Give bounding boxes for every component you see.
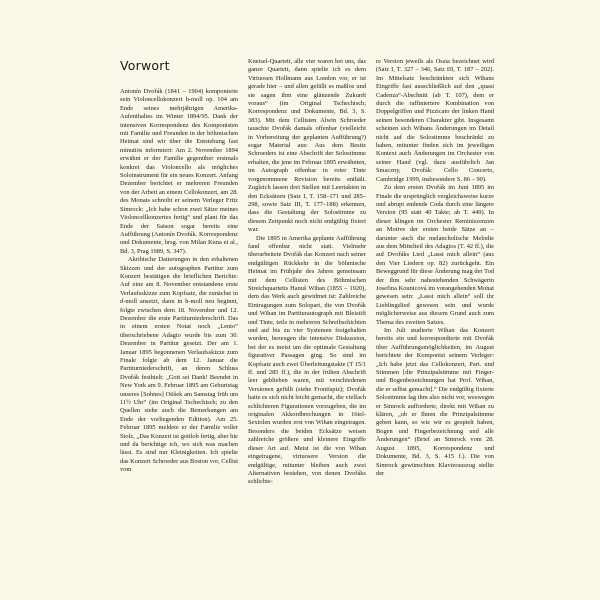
paragraph: Kneisel-Quartett, alle vier waren bei uns, das ganze Quartett, dann spielte ich es dem Virtuosen Hollmann aus London vor, er ist gerade hier – und allen gefällt es maßlos und sie sagen ihm eine glänzende Zukunft voraus“ (im Original Tschechisch; Korrespondenz und Dokumente, Bd. 3, S. 383). Mit dem Cellisten Alwin Schroeder tauschte Dvořák damals offenbar (vielleicht in Vorbereitung der geplanten Aufführung?) sogar Material aus: Aus dem Besitz Schroeders ist eine Abschrift der Solostimme erhalten, die jene im Februar 1895 erwähnten, im Autograph offenbar in roter Tinte vorgenommene Revision bereits enthält. Zugleich lassen drei Stellen mit Leertakten in den Ecksätzen (Satz I, T. 158–171 und 285–298, sowie Satz III, T. 177–188) erkennen, dass die Gestaltung der Solostimme zu diesem Zeitpunkt noch nicht endgültig fixiert war. [248, 58, 366, 234]
paragraph: Im Juli studierte Wihan das Konzert bereits ein und korrespondierte mit Dvořák über Aufführungsmöglichkeiten, im August berichtete der Komponist seinem Verleger: „Ich habe jetzt das Cellokonzert, Part. und Stimmen [die Prinzipalstimme mit Finger- und Bogenbezeichnungen hat Prof. Wihan, die er selbst gemacht].“ Die endgültig fixierte Solostimme lag ihm also nicht vor, weswegen er Simrock aufforderte, direkt mit Wihan zu klären, „ob er Ihnen die Prinzipalstimme geben kann, so wie wir es gespielt haben, Bogen und Fingerbezeichnung und alle Änderungen“ (Brief an Simrock vom 28. August 1895, Korrespondenz und Dokumente, Bd. 3, S. 415 f.). Die von Simrock gewünschten Klavierauszug stellte der [376, 327, 494, 477]
paragraph: Zu dem ersten Dvořák im Juni 1895 im Finale die ursprünglich vergleichsweise kurze und abrupt endende Coda durch eine längere Version (95 statt 40 Takte; ab T. 449). In dieser klingen im Orchester Reminiszenzen an Motive der ersten beide Sätze an – darunter auch die melancholische Melodie aus dem Mittelteil des Adagios (T. 42 ff.), die auf Dvořáks Lied „Lasst mich allein“ (aus den Vier Liedern op. 82) zurückgeht. Ein Beweggrund für diese Änderung mag der Tod der ihm sehr nahestehenden Schwägerin Josefina Kounicová im vorangehenden Monat gewesen sein: „Lasst mich allein“ soll ihr Lieblingslied gewesen sein und wurde möglicherweise aus diesem Grund auch zum Thema des zweiten Satzes. [376, 184, 494, 326]
paragraph: Akribische Datierungen in den erhaltenen Skizzen und der autographen Partitur zum Konzert bestätigen die brieflichen Berichte: Auf eine am 8. November entstandene erste Verlaufsskizze zum Kopfsatz, die zunächst in d-moll ansetzt, dann in h-moll neu beginnt, folgte zwischen dem 18. November und 12. Dezember die erste Partiturniederschrift. Das in einem ersten Notat noch „Lento“ überschriebene Adagio wurde bis zum 30. Dezember in Partitur gesetzt. Der am 1. Januar 1895 begonnenen Verlaufsskizze zum Finale folgte ab dem 12. Januar die Partiturniederschrift, an deren Schluss Dvořák festhielt: „Gott sei Dank! Beendet in New York am 9. Februar 1895 am Geburtstag unseres [Sohnes] Otišek am Samstag früh um 11½ Uhr“ (im Original Tschechisch; zu den Quellen siehe auch die Bemerkungen am Ende der vorliegenden Edition). Am 25. Februar 1895 meldete er der Familie voller Stolz, „Das Konzert ist gottlob fertig, aber hie und da berichtige ich, wo sich was machen lässt. Es sind nur Kleinigkeiten. Ich spielte das Konzert Schroeder aus Boston vor, Cellist vom [120, 256, 238, 474]
paragraph: Antonín Dvořák (1841 – 1904) komponierte sein Violoncellokonzert h-moll op. 104 am Ende seines mehrjährigen Amerika-Aufenthaltes im Winter 1894/95. Dank der intensiven Korrespondenz des Komponisten mit Familie und Freunden in der böhmischen Heimat sind wir über die Entstehung fast minutiös informiert: Am 2. November 1894 erwähnt er der Familie gegenüber erstmals konkret das Violoncello als mögliches Soloinstrument für ein neues Konzert. Anfang Dezember berichtet er mehreren Freunden von der Arbeit an einem Cellokonzert, am 28. des Monats schreibt er seinem Verleger Fritz Simrock: „Ich habe schon zwei Sätze meines Violoncellkonzertes fertig“ und plant für das Ende der Saison sogar bereits eine Aufführung (Antonín Dvořák. Korrespondenz und Dokumente, hrsg. von Milan Kuna et al., Bd. 3, Prag 1989, S. 347). [120, 88, 238, 255]
text-column-1 [120, 88, 238, 576]
page-heading: Vorwort [120, 58, 170, 73]
text-column-3 [376, 58, 494, 576]
text-column-2 [248, 58, 366, 576]
paragraph: re Version jeweils als Ossia bezeichnet wird (Satz I, T. 327 – 346, Satz III, T. 187 – 202). Im Mittelsatz beschränkten sich Wihans Eingriffe fast ausschließlich auf den „quasi Cadenza“-Abschnitt (ab T. 107), dem er durch die raffiniertere Kombination von Doppelgriffen und Pizzicato der linken Hand seinen besonderen Charakter gibt. Insgesamt scheinen sich Wihans Änderungen im Detail nicht auf die Solostimme beschränkt zu haben, mitunter finden sich im jeweiligen Kontext auch Änderungen im Orchester von seiner Hand (vgl. dazu ausführlich Jan Smaczny, Dvořák: Cello Concerto, Cambridge 1999, insbesondere S. 86 – 90). [376, 58, 494, 183]
paragraph: Die 1895 in Amerika geplante Aufführung fand offenbar nicht statt. Vielmehr überarbeitete Dvořák das Konzert nach seiner endgültigen Rückkehr in die böhmische Heimat im Frühjahr des Jahres gemeinsam mit dem Cellisten des Böhmischen Streichquartetts Hanuš Wihan (1855 – 1920), dem das Werk auch gewidmet ist: Zahlreiche Eintragungen zum Solopart, die von Dvořák und Wihan im Partiturautograph mit Bleistift und Tinte, teils in mehreren Schreibschichten und auf bis zu vier Systemen festgehalten wurden, bezeugen die intensive Diskussion, bei der es meist um die optimale Gestaltung figurativer Passagen ging. So sind im Kopfsatz auch zwei Überleitungstakte (T 15/1 ff. und 285 ff.), die in der frühen Abschrift leer geblieben waren, mit verschiedenen Versionen gefüllt (siehe Frontispiz); Dvořák hatte es sich nicht leicht gemacht, die vielfach schlichteren Figurationen vorzugeben, die im originalen Akkordbrechungen in 16tel-Sextolen wurden erst von Wihan eingetragen. Besonders die beiden Ecksätze weisen zahlreiche größere und kleinere Eingriffe dieser Art auf. Meist ist die von Wihan eingetragene, virtuosere Version die endgültige, mitunter bleiben auch zwei Alternativen bestehen, von denen Dvořáks schlichte- [248, 234, 366, 486]
